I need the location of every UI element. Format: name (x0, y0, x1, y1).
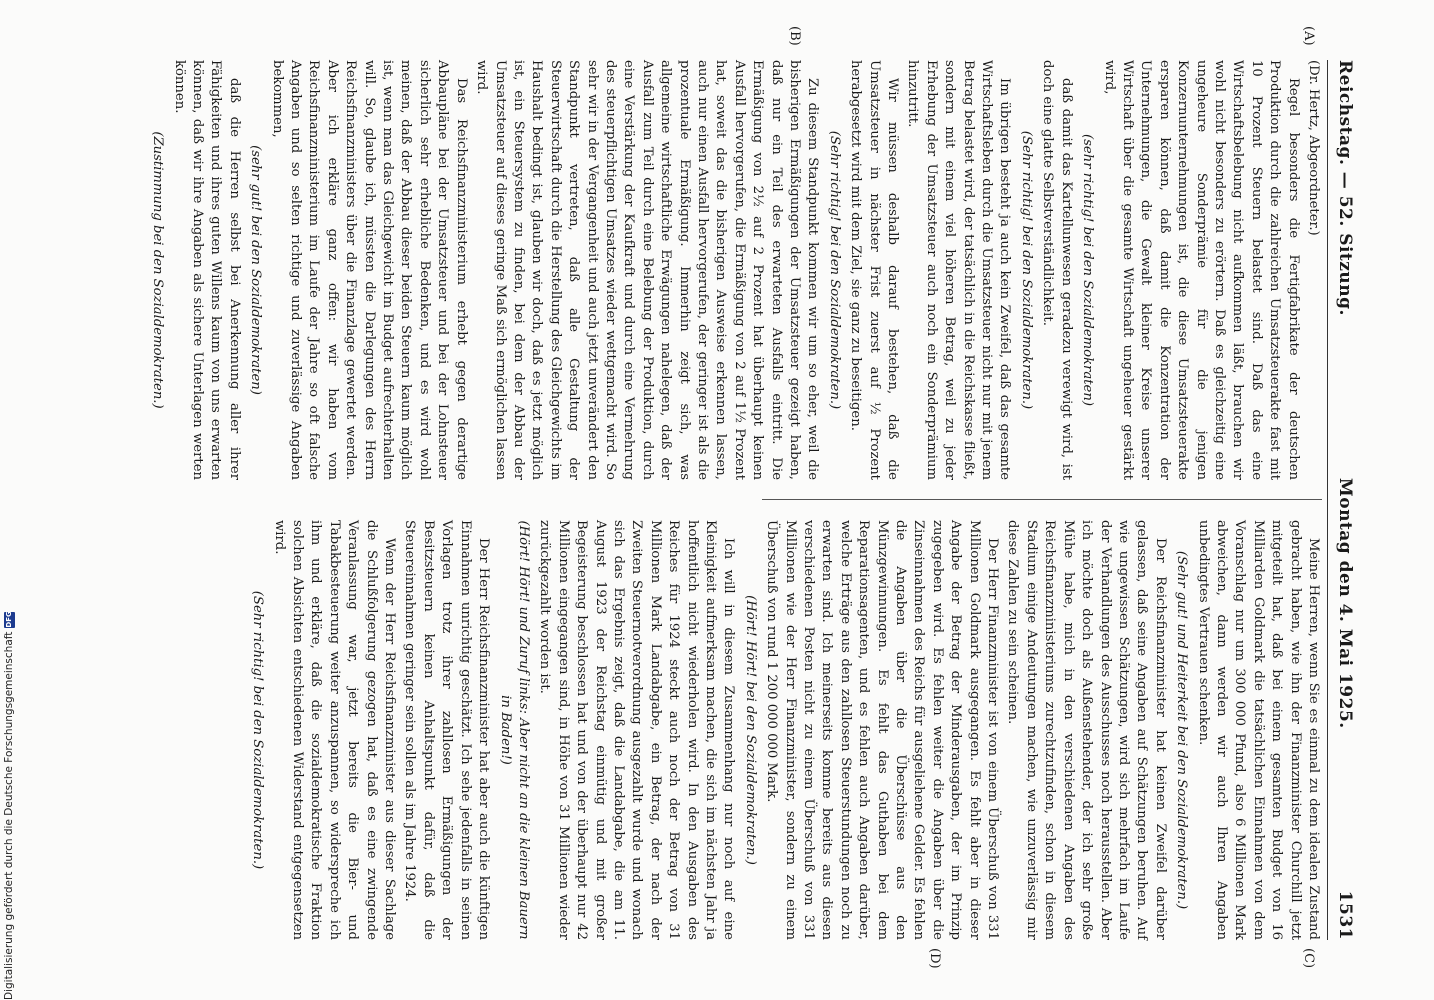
paragraph: Das Reichsfinanzministerium erhebt gegen derartige Abbaupläne bei der Umsatzsteuer und bei der Lohnsteuer sicherlich sehr erhebliche Bedenken, und es wird wohl meinen, daß der Abbau dieser beiden Steuern kaum möglich ist, wenn man das Gleichgewicht im Budget aufrechterhalten will. So, glaube ich, müssten die Darlegungen des Herrn Reichsfinanzministers über die Finanzlage gewertet werden. Aber ich erkläre ganz offen: wir haben vom Reichsfinanzministerium im Laufe der Jahre so oft falsche Angaben und so selten richtige und zuverlässige Angaben bekommen, (269, 60, 469, 480)
paragraph: Meine Herren, wenn Sie es einmal zu dem idealen Zustand gebracht haben, wie ihn der Finanzminister Churchill jetzt mitgeteilt hat, daß bei einem gesamten Budget von 16 Milliarden Goldmark die tatsächlichen Einnahmen von dem Voranschlag nur um 300 000 Pfund, also 6 Millionen Mark abweichen, dann werden wir auch Ihren Angaben unbedingtes Vertrauen schenken. (1195, 520, 1321, 940)
paragraph: daß damit das Kartellunwesen geradezu verewigt wird, ist doch eine glatte Selbstverständlichkeit. (1040, 60, 1074, 480)
paragraph: Wenn der Herr Reichsfinanzminister aus dieser Sachlage die Schlußfolgerung gezogen hat, daß es eine zwingende Veranlassung war, jetzt bereits die Bier- und Tabakbesteuerung weiter anzuspannen, so widerspreche ich ihm und erkläre, daß die sozialdemokratische Fraktion solchen Absichten entschiedenen Widerstand entgegensetzen wird. (271, 520, 398, 940)
interjection: (Sehr gut! und Heiterkeit bei den Sozialdemokraten.) (1174, 550, 1190, 910)
interjection: (Sehr richtig! bei den Sozialdemokraten.) (826, 130, 842, 410)
page-number: 1531 (1335, 890, 1355, 940)
paragraph: Der Reichsfinanzminister hat keinen Zweifel darüber gelassen, daß seine Angaben auf Schätzungen beruhen. Auf wie ungewissen Schätzungen, wird sich mehrfach im Laufe der Verhandlungen des Ausschusses noch herausstellen. Aber ich möchte doch als Außenstehender, der ich sehr große Mühe habe, mich in den verschiedenen Angaben des Reichsfinanzministeriums zurechtzufinden, schon in diesem Stadium einige Andeutungen machen, wie unzuverlässig mir diese Zahlen zu sein scheinen. (1005, 520, 1168, 940)
interjection: (Hört! Hört! und Zuruf links: Aber nicht an die kleinen Bauern in Baden!) (497, 520, 531, 940)
left-text-column (145, 60, 1322, 480)
header-date: Montag den 4. Mai 1925. (1335, 477, 1355, 729)
rotated-page-content (147, 26, 1362, 969)
interjection: (Hört! Hört! bei den Sozialdemokraten.) (742, 595, 758, 865)
margin-marker-c: (C) (1301, 948, 1316, 969)
margin-marker-b: (B) (787, 26, 802, 46)
paragraph: daß die Herren selbst bei Anerkennung aller ihrer Fähigkeiten und ihres guten Willens kaum von uns erwarten können, daß wir ihre Angaben als sichere Unterlagen werten können. (171, 60, 242, 480)
interjection: (Zustimmung bei den Sozialdemokraten.) (150, 131, 166, 409)
right-text-column (245, 520, 1322, 940)
header-session: Reichstag. — 52. Sitzung. (1335, 60, 1355, 316)
interjection: (Sehr richtig! bei den Sozialdemokraten.) (250, 590, 266, 870)
interjection: (sehr richtig! bei den Sozialdemokraten) (1080, 134, 1096, 406)
paragraph: Der Herr Reichsfinanzminister hat aber auch die künftigen Einnahmen unrichtig geschätzt. Ich sehe jedenfalls in seinen Vorlagen trotz ihrer zahllosen Ermäßigungen der Besitzsteuern keinen Anhaltspunkt dafür, daß die Steuereinnahmen geringer sein sollen als im Jahre 1924. (402, 520, 492, 940)
paragraph: Der Herr Finanzminister ist von einem Überschuß von 331 Millionen Goldmark ausgegangen. Es fehlt aber in dieser Angabe der Betrag der Minderausgaben, der im Prinzip zugegeben wird. Es fehlen weiter die Angaben über die Zinseinnahmen des Reichs für ausgeliehene Gelder. Es fehlen die Angaben über die Überschüsse aus den Münzgewinnungen. Es fehlt das Guthaben bei dem Reparationsagenten, und es fehlen auch Angaben darüber, welche Erträge aus den zahllosen Steuerstundungen noch zu erwarten sind. Ich meinerseits komme bereits aus diesen verschiedenen Posten nicht zu einem Überschuß von 331 Millionen wie der Herr Finanzminister, sondern zu einem Überschuß von rund 1 200 000 000 Mark. (764, 520, 1001, 940)
paragraph: (Dr. Hertz, Abgeordneter.) (1306, 60, 1321, 236)
interjection: (Sehr richtig! bei den Sozialdemokraten.) (1018, 130, 1034, 410)
dfg-logo-icon: DFG (4, 611, 13, 628)
paragraph: Im übrigen besteht ja auch kein Zweifel, daß das gesamte Wirtschaftsleben durch die Umsatzsteuer nicht nur mit jenem Betrag belastet wird, der tatsächlich in die Reichskasse fließt, sondern mit einem viel höheren Betrag, weil zu jeder Erhebung der Umsatzsteuer auch noch ein Sonderprämium hinzutritt. (905, 60, 1013, 480)
paragraph: Regel besonders die Fertigfabrikate der deutschen Produktion durch die zahlreichen Umsatzsteuerakte fast mit 10 Prozent Steuern belastet sind. Daß das eine Wirtschaftsbelebung nicht aufkommen läßt, brauchen wir wohl nicht besonders zu erörtern. Daß es gleichzeitig eine ungeheure Sonderprämie für die jenigen Konzernunternehmungen ist, die diese Umsatzsteuerakte ersparen können, daß damit die Konzentration der Unternehmungen, die Gewalt kleiner Kreise unserer Wirtschaft über die gesamte Wirtschaft ungeheuer gestärkt wird, (1101, 60, 1301, 480)
paragraph: Zu diesem Standpunkt kommen wir um so eher, weil die bisherigen Ermäßigungen der Umsatzsteuer gezeigt haben, daß nur ein Teil des erwarteten Ausfalls eintritt. Die Ermäßigung von 2½ auf 2 Prozent hat überhaupt keinen Ausfall hervorgerufen, die Ermäßigung von 2 auf 1½ Prozent hat, soweit das die bisherigen Ausweise erkennen lassen, auch nur einen Ausfall hervorgerufen, der geringer ist als die prozentuale Ermäßigung. Immerhin zeigt sich, was allgemeine wirtschaftliche Erwägungen nahelegen, daß der Ausfall zum Teil durch eine Belebung der Produktion, durch eine Verstärkung der Kaufkraft und durch eine Vermehrung des steuerpflichtigen Umsatzes wieder wettgemacht wird. So sehr wir in der Vergangenheit und auch jetzt unverändert den Standpunkt vertreten, daß alle Gestaltung der Steuerwirtschaft durch die Herstellung des Gleichgewichts im Haushalt bedingt ist, glauben wir doch, daß es jetzt möglich ist, ein Steuersystem zu finden, bei dem der Abbau der Umsatzsteuer auf dieses geringe Maß sich ermöglichen lassen wird. (474, 60, 821, 480)
margin-marker-d: (D) (927, 948, 942, 969)
paragraph: Ich will in diesem Zusammenhang nur noch auf eine Kleinigkeit aufmerksam machen, die sich im nächsten Jahr ja hoffentlich nicht wiederholen wird. In den Ausgaben des Reiches für 1924 steckt auch noch der Betrag von 31 Millionen Mark Landabgabe, ein Betrag, der nach der Zweiten Steuernotverordnung ausgezahlt wurde und wonach sich das Ergebnis zeigt, daß die Landabgabe, die am 11. August 1923 der Reichstag einmütig und mit großer Begeisterung beschlossen hat und von der überhaupt nur 42 Millionen eingegangen sind, in Höhe von 31 Millionen wieder zurückgezahlt worden ist. (537, 520, 737, 940)
paragraph: Wir müssen deshalb darauf bestehen, daß die Umsatzsteuer in nächster Frist zuerst auf ½ Prozent herabgesetzt wird mit dem Ziel, sie ganz zu beseitigen. (848, 60, 901, 480)
page-header (1327, 60, 1362, 940)
margin-marker-a: (A) (1301, 26, 1316, 46)
digitization-footer (2, 600, 14, 1000)
footer-credit: Digitalisierung gefördert durch die Deutsche Forschungsgemeinschaft (3, 631, 15, 1000)
column-divider (762, 499, 1322, 500)
interjection: (sehr gut! bei den Sozialdemokraten) (248, 145, 264, 395)
